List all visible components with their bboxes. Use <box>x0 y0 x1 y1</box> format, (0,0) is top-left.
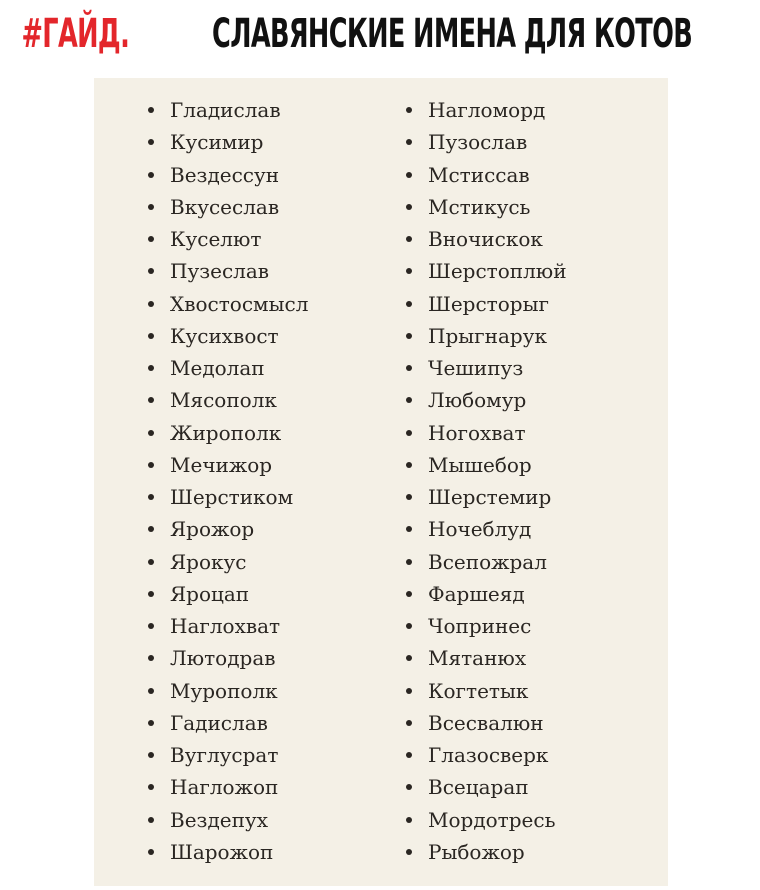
bullet-icon <box>406 591 412 597</box>
list-item <box>404 255 567 287</box>
name-text: Мстикусь <box>428 194 531 219</box>
bullet-icon <box>406 494 412 500</box>
name-text: Наглохват <box>170 614 281 638</box>
bullet-icon <box>406 462 412 468</box>
bullet-icon <box>406 365 412 371</box>
list-item <box>404 159 567 191</box>
list-item <box>404 126 567 158</box>
bullet-icon <box>148 688 154 694</box>
name-text: Мстиссав <box>428 162 530 187</box>
bullet-icon <box>148 268 154 274</box>
name-text: Ногохват <box>428 420 526 445</box>
bullet-icon <box>406 236 412 242</box>
name-text: Шерсторыг <box>428 291 549 316</box>
bullet-icon <box>148 462 154 468</box>
name-text: Прыгнарук <box>428 323 547 348</box>
names-card <box>94 78 668 886</box>
name-text: Вночискок <box>428 227 543 251</box>
list-item <box>146 610 308 642</box>
name-text: Вуглусрат <box>170 743 279 767</box>
bullet-icon <box>148 107 154 113</box>
name-text: Мышебор <box>428 452 532 477</box>
list-item <box>404 739 567 771</box>
name-text: Гадислав <box>170 710 268 735</box>
list-item <box>404 707 567 739</box>
bullet-icon <box>406 688 412 694</box>
list-item <box>146 94 308 126</box>
bullet-icon <box>406 752 412 758</box>
hashtag-label: #ГАЙД. <box>21 11 130 57</box>
list-item <box>146 352 308 384</box>
bullet-icon <box>406 268 412 274</box>
name-text: Яроцап <box>170 581 250 606</box>
name-text: Вездепух <box>170 807 268 832</box>
list-item <box>146 191 308 223</box>
bullet-icon <box>148 784 154 790</box>
name-text: Чопринес <box>428 614 532 638</box>
bullet-icon <box>148 655 154 661</box>
names-list-left <box>146 94 308 868</box>
list-item <box>404 675 567 707</box>
list-item <box>404 223 567 255</box>
name-text: Всесвалюн <box>428 710 544 735</box>
list-item <box>404 578 567 610</box>
list-item <box>146 126 308 158</box>
name-text: Пузослав <box>428 130 528 155</box>
list-item <box>146 481 308 513</box>
name-text: Ночеблуд <box>428 517 532 542</box>
bullet-icon <box>406 139 412 145</box>
name-text: Чешипуз <box>428 356 524 380</box>
list-item <box>146 546 308 578</box>
names-list-right <box>404 94 567 868</box>
list-item <box>146 771 308 803</box>
list-item <box>146 384 308 416</box>
list-item <box>146 675 308 707</box>
header <box>0 4 760 64</box>
list-item <box>404 352 567 384</box>
list-item <box>404 384 567 416</box>
list-item <box>404 449 567 481</box>
name-text: Всепожрал <box>428 549 547 574</box>
name-text: Медолап <box>170 356 265 380</box>
name-text: Шерстиком <box>170 485 294 509</box>
list-item <box>404 546 567 578</box>
bullet-icon <box>406 204 412 210</box>
list-item <box>146 578 308 610</box>
bullet-icon <box>148 591 154 597</box>
name-text: Нагломорд <box>428 98 546 122</box>
bullet-icon <box>148 430 154 436</box>
name-text: Кусихвост <box>170 323 279 348</box>
name-text: Гладислав <box>170 98 281 122</box>
list-item <box>146 255 308 287</box>
bullet-icon <box>406 172 412 178</box>
bullet-icon <box>406 784 412 790</box>
list-item <box>146 288 308 320</box>
list-item <box>146 804 308 836</box>
list-item <box>404 836 567 868</box>
bullet-icon <box>406 526 412 532</box>
list-item <box>146 642 308 674</box>
bullet-icon <box>148 333 154 339</box>
bullet-icon <box>406 720 412 726</box>
name-text: Мурополк <box>170 678 278 703</box>
list-item <box>404 771 567 803</box>
bullet-icon <box>148 236 154 242</box>
list-item <box>404 320 567 352</box>
name-text: Мечижор <box>170 452 273 477</box>
name-text: Вездессун <box>170 162 280 187</box>
bullet-icon <box>148 752 154 758</box>
name-text: Жирополк <box>170 420 282 445</box>
list-item <box>146 739 308 771</box>
name-text: Мятанюх <box>428 646 527 671</box>
name-text: Шерстоплюй <box>428 259 567 284</box>
list-item <box>146 417 308 449</box>
bullet-icon <box>406 849 412 855</box>
list-item <box>404 417 567 449</box>
list-item <box>146 513 308 545</box>
bullet-icon <box>148 397 154 403</box>
bullet-icon <box>148 720 154 726</box>
list-item <box>404 481 567 513</box>
bullet-icon <box>148 204 154 210</box>
name-text: Фаршеяд <box>428 581 525 606</box>
bullet-icon <box>148 849 154 855</box>
name-text: Ярокус <box>170 549 247 574</box>
list-item <box>404 191 567 223</box>
list-item <box>146 320 308 352</box>
name-text: Кусимир <box>170 130 264 155</box>
list-item <box>146 449 308 481</box>
name-text: Куселют <box>170 227 262 251</box>
name-text: Мордотресь <box>428 807 556 832</box>
name-text: Когтетык <box>428 678 529 703</box>
name-text: Лютодрав <box>170 646 276 671</box>
list-item <box>404 513 567 545</box>
list-item <box>146 836 308 868</box>
bullet-icon <box>406 559 412 565</box>
bullet-icon <box>148 623 154 629</box>
bullet-icon <box>148 526 154 532</box>
bullet-icon <box>406 333 412 339</box>
list-item <box>146 223 308 255</box>
header-title-wrap <box>8 11 752 57</box>
name-text: Вкусеслав <box>170 194 280 219</box>
page-title: СЛАВЯНСКИЕ ИМЕНА ДЛЯ КОТОВ <box>212 11 693 57</box>
list-item <box>404 642 567 674</box>
name-text: Пузеслав <box>170 259 270 284</box>
bullet-icon <box>148 172 154 178</box>
bullet-icon <box>406 397 412 403</box>
name-text: Хвостосмысл <box>170 291 309 316</box>
bullet-icon <box>148 494 154 500</box>
list-item <box>404 94 567 126</box>
name-text: Глазосверк <box>428 743 549 767</box>
bullet-icon <box>148 139 154 145</box>
name-text: Любомур <box>428 388 527 413</box>
bullet-icon <box>148 365 154 371</box>
bullet-icon <box>406 623 412 629</box>
list-item <box>404 288 567 320</box>
name-text: Шерстемир <box>428 485 552 509</box>
name-text: Нагложоп <box>170 775 279 800</box>
name-text: Всецарап <box>428 775 529 800</box>
bullet-icon <box>406 107 412 113</box>
name-text: Ярожор <box>170 517 255 542</box>
list-item <box>146 159 308 191</box>
bullet-icon <box>406 301 412 307</box>
list-item <box>146 707 308 739</box>
bullet-icon <box>148 817 154 823</box>
bullet-icon <box>406 430 412 436</box>
bullet-icon <box>148 301 154 307</box>
bullet-icon <box>406 817 412 823</box>
bullet-icon <box>406 655 412 661</box>
name-text: Рыбожор <box>428 839 525 864</box>
name-text: Шарожоп <box>170 839 274 864</box>
list-item <box>404 610 567 642</box>
list-item <box>404 804 567 836</box>
bullet-icon <box>148 559 154 565</box>
name-text: Мясополк <box>170 388 277 413</box>
